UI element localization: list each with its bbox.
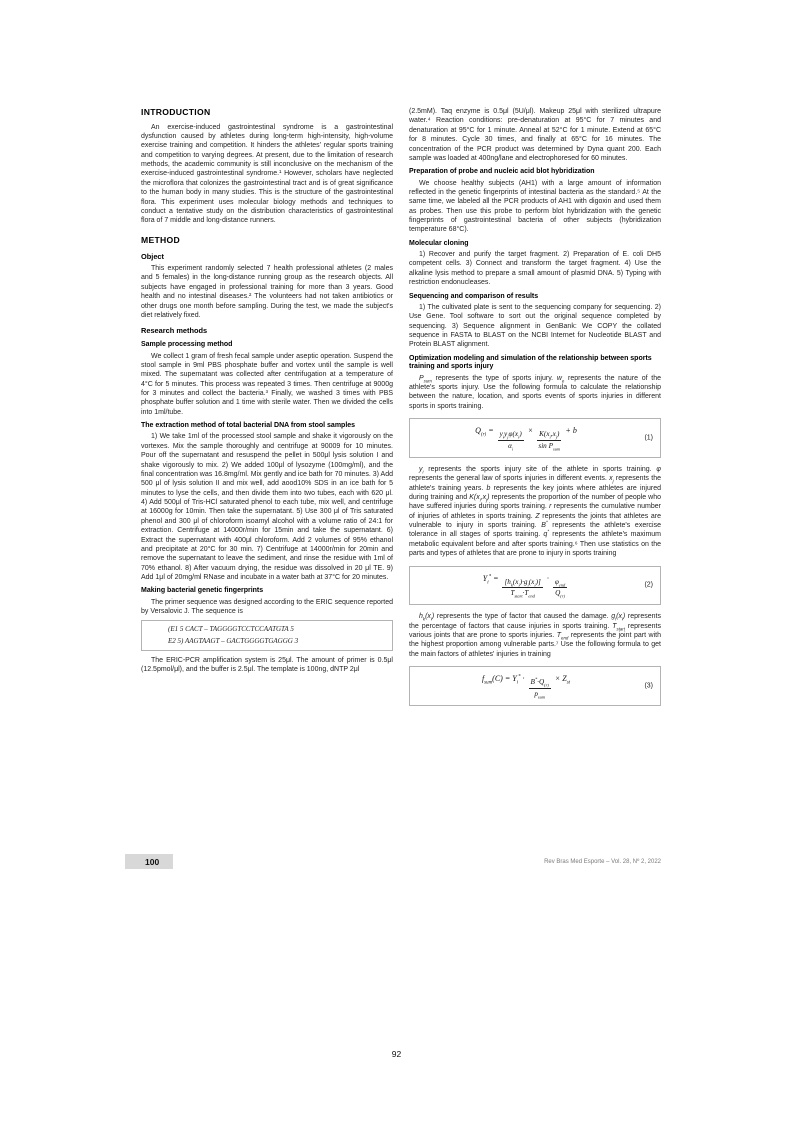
probe-paragraph: We choose healthy subjects (AH1) with a large amount of information reflected in the genetic fingerprints of intestinal bacteria as the standard.⁵ At the same time, we labeled all the PCR products of AH1 with digoxin and used them as probes. Then use this probe to perform blot hybridization with the genetic fingerprints of gastrointestinal bacteria of other subjects (hybridization temperature 68°C). xyxy=(409,179,661,234)
sample-processing-heading: Sample processing method xyxy=(141,341,233,349)
object-paragraph: This experiment randomly selected 7 health professional athletes (2 males and 5 females) in the long-distance running group as the research objects. All subjects have engaged in professional training for more than 3 years. Good health and no intestinal diseases.² The volunteers had not taken antibiotics or other drugs one month before sampling. During the test, we made the subject's diet relatively fixed. xyxy=(141,265,393,319)
document-page-number: 92 xyxy=(391,1049,402,1059)
equation-3-box xyxy=(409,666,661,706)
introduction-paragraph: An exercise-induced gastrointestinal syndrome is a gastrointestinal dysfunction caused by athletes during long-term high-intensity, high-volume exercise training and competition. It hinders the athletes' regular sports training and competition to varying degrees. At present, due to the limitation of research methods, the academic community is still inconclusive on the mechanism of the exercise-induced gastrointestinal syndrome.¹ However, scholars have neglected the microflora that colonizes the gastrointestinal tract and is of great significance to the human body in many studies. This is the structure of the gastrointestinal flora. This experiment uses molecular biology methods and techniques to conduct a tentative study on the distribution characteristics of gastrointestinal flora of 7 middle and long-distance runners. xyxy=(141,123,393,225)
molecular-cloning-heading: Molecular cloning xyxy=(409,239,469,247)
primer-sequence-box xyxy=(141,620,393,650)
molecular-cloning-paragraph: 1) Recover and purify the target fragment. 2) Preparation of E. coli DH5 competent cells. 3) Connect and transform the target fragment. 4) Use the alkaline lysis method to prepare a small amount of plasmid DNA. 5) Typing with restriction endonucleases. xyxy=(409,251,661,287)
right-column xyxy=(409,107,661,713)
method-heading: METHOD xyxy=(141,234,181,245)
equation-2: $Y_i^*$ = $\frac{[h_k(x_i)\cdot g_i(x_i)]}{T_{start}\cdot T_{end}}$ · $\frac{\varphi_{end}}{Q_{(r)}}$ xyxy=(482,573,566,599)
primer-sequence-line-2: E2 5) AAGTAAGT – GACTGGGGTGAGGG 3 xyxy=(168,636,299,645)
two-column-layout xyxy=(141,107,661,713)
variables-paragraph-1: $y_i$ represents the sports injury site of the athlete in sports training. φ represents the general law of sports injuries in different events. $x_j$ represents the athlete's training years. b represents the key joints where athletes are injured during training and $K(x_i,x_j)$ represents the proportion of the number of people who have suffered injuries during sports training. r represents the cumulative number of injuries of athletes in sports training. Z represents the joints that athletes are vulnerable to injury in sports training. B* represents the athlete's exercise tolerance in all stages of sports training. q* represents the athlete's maximum metabolic equivalent before and after sports training.⁶ Then use statistics on the parts and types of athletes that are prone to injury in sports training xyxy=(409,465,661,558)
paper-page xyxy=(141,107,661,869)
eric-pcr-paragraph: The ERIC-PCR amplification system is 25μl. The amount of primer is 0.5μl (12.5pmol/μl), and the buffer is 2.5μl. The template is 100ng, dNTP 2μl xyxy=(141,656,393,674)
equation-3-number: (3) xyxy=(644,682,653,690)
equation-3: $f_{sum}(C) = Y_i^*$ · $\frac{B^*\cdot Q_{(r)}}{p_{sum}}$ × $Z_{st}$ xyxy=(481,674,571,700)
equation-1-number: (1) xyxy=(644,434,653,442)
object-heading: Object xyxy=(141,252,164,262)
fingerprints-heading: Making bacterial genetic fingerprints xyxy=(141,587,264,595)
sequencing-paragraph: 1) The cultivated plate is sent to the sequencing company for sequencing. 2) Use Gene. Tool software to sort out the original sequence completed by sequencing. 3) Sequence alignment in GenBank: We COPY the collated sequence in FASTA to BLAST on the NCBI Internet for Nucleotide BLAST and Protein BLAST alignment. xyxy=(409,303,661,349)
optimization-heading: Optimization modeling and simulation of the relationship between sports training and sports injury xyxy=(409,354,652,371)
primer-sequence-line-1: (E1 5 CACT – TAGGGGTCCTCCAATGTA 5 xyxy=(168,625,294,634)
introduction-heading: INTRODUCTION xyxy=(141,107,211,117)
variables-paragraph-2: $h_k(x_i)$ represents the type of factor that caused the damage. $g_i(x_i)$ represents the percentage of factors that cause injuries in sports training. $T_{start}$ represents various joints that are prone to sports injuries. $T_{end}$ represents the joint part with the highest proportion among vulnerable parts.⁷ Use the following formula to get the main factors of athletes' injuries in training xyxy=(409,613,661,658)
left-column xyxy=(141,107,393,713)
fingerprints-paragraph: The primer sequence was designed according to the ERIC sequence reported by Versalovic J. The sequence is xyxy=(141,598,393,615)
journal-reference: Rev Bras Med Esporte – Vol. 28, Nº 2, 2022 xyxy=(544,858,661,865)
optimization-paragraph: $P_{sum}$ represents the type of sports injury. $w_e$ represents the nature of the athlete's sports injury. Use the following formula to calculate the relationship between the nature, location, and sports events of sports injuries in different sports in sports training. xyxy=(409,374,661,410)
research-methods-heading: Research methods xyxy=(141,326,208,336)
equation-1: $Q_{(r)}$ = $\frac{y_iy_j\varphi(x_i)}{\alpha_i}$ × $\frac{K(x_i,x_j)}{\sin P_{sum}}$ + b xyxy=(475,426,577,451)
equation-1-box xyxy=(409,418,661,458)
paper-footer xyxy=(141,854,661,869)
probe-heading: Preparation of probe and nucleic acid blot hybridization xyxy=(409,168,595,176)
equation-2-number: (2) xyxy=(644,581,653,589)
equation-2-box xyxy=(409,566,661,606)
extraction-method-paragraph: 1) We take 1ml of the processed stool sample and shake it vigorously on the vortexes. Mix the sample thoroughly and centrifuge at 90009 for 10 minutes. Pour off the supernatant and resuspend the pellet in 500μl lysis solution I and shake vigorously to mix. 2) We added 100μl of lysozyme (100mg/ml), and the final concentration was 16.8mg/ml. Mix gently and ice bath for 70 minutes. 3) Add 500 μl of lysis solution II and mix well, add aood10% SDS in an ice bath for 5 minutes to lyse the cells, and then divide them into two tubes, each with 620 μl. 4) Add 500μl of Tris-HCl saturated phenol to each tube, mix well, and centrifuge at 16000g for 10min. Then take the supernatant. 5) Use 300 μl of Tris saturated phenol and 300 μl of chloroform isoamyl alcohol with a volume ratio of 24:1 for extraction. Centrifuge at 14000r/min for 15min and take the supernatant. 6) Extract the supernatant with 400μl chloroform. Add 2 volumes of 95% ethanol and precipitate at 20°C for 30 min. 7) Centrifuge at 14000r/min for 20min and remove the supernatant to leave the sediment, and rinse the residue with 1ml of 70% ethanol. 8) After vacuum drying, the residue was dissolved in 20 μl TE. 9) Add 1μl of 20mg/ml RNase and incubate in a water bath at 37°C for 20 minutes. xyxy=(141,433,393,581)
pcr-continuation-paragraph: (2.5mM). Taq enzyme is 0.5μl (5U/μl). Makeup 25μl with sterilized ultrapure water.⁴ Reaction conditions: pre-denaturation at 95°C for 7 minutes and denaturation at 95°C for 1 minute. Anneal at 52°C for 1 minute. Extend at 65°C for 8 minutes. Cycle 30 times, and finally at 65°C for 16 minutes. The concentration of the PCR product was determined by Dyna quant 200. Each sample was loaded at 400ng/lane and electrophoresed for 60 minutes. xyxy=(409,108,661,162)
sequencing-heading: Sequencing and comparison of results xyxy=(409,292,539,300)
extraction-method-heading: The extraction method of total bacterial DNA from stool samples xyxy=(141,422,356,430)
sample-processing-paragraph: We collect 1 gram of fresh fecal sample under aseptic operation. Suspend the stool sample in 9ml PBS phosphate buffer and vortex until the sample is well mixed. The supernatant was collected after centrifugation at a temperature of 4°C for 5 minutes. This process was repeated 3 times. Then centrifuge at 9000g for 3 minutes and collect the bacteria.³ Finally, we washed 3 times with PBS phosphate buffer solution and 1 time with sterile water. Then we divided the cells into 1ml/tube. xyxy=(141,352,393,416)
journal-page-number: 100 xyxy=(125,854,173,869)
